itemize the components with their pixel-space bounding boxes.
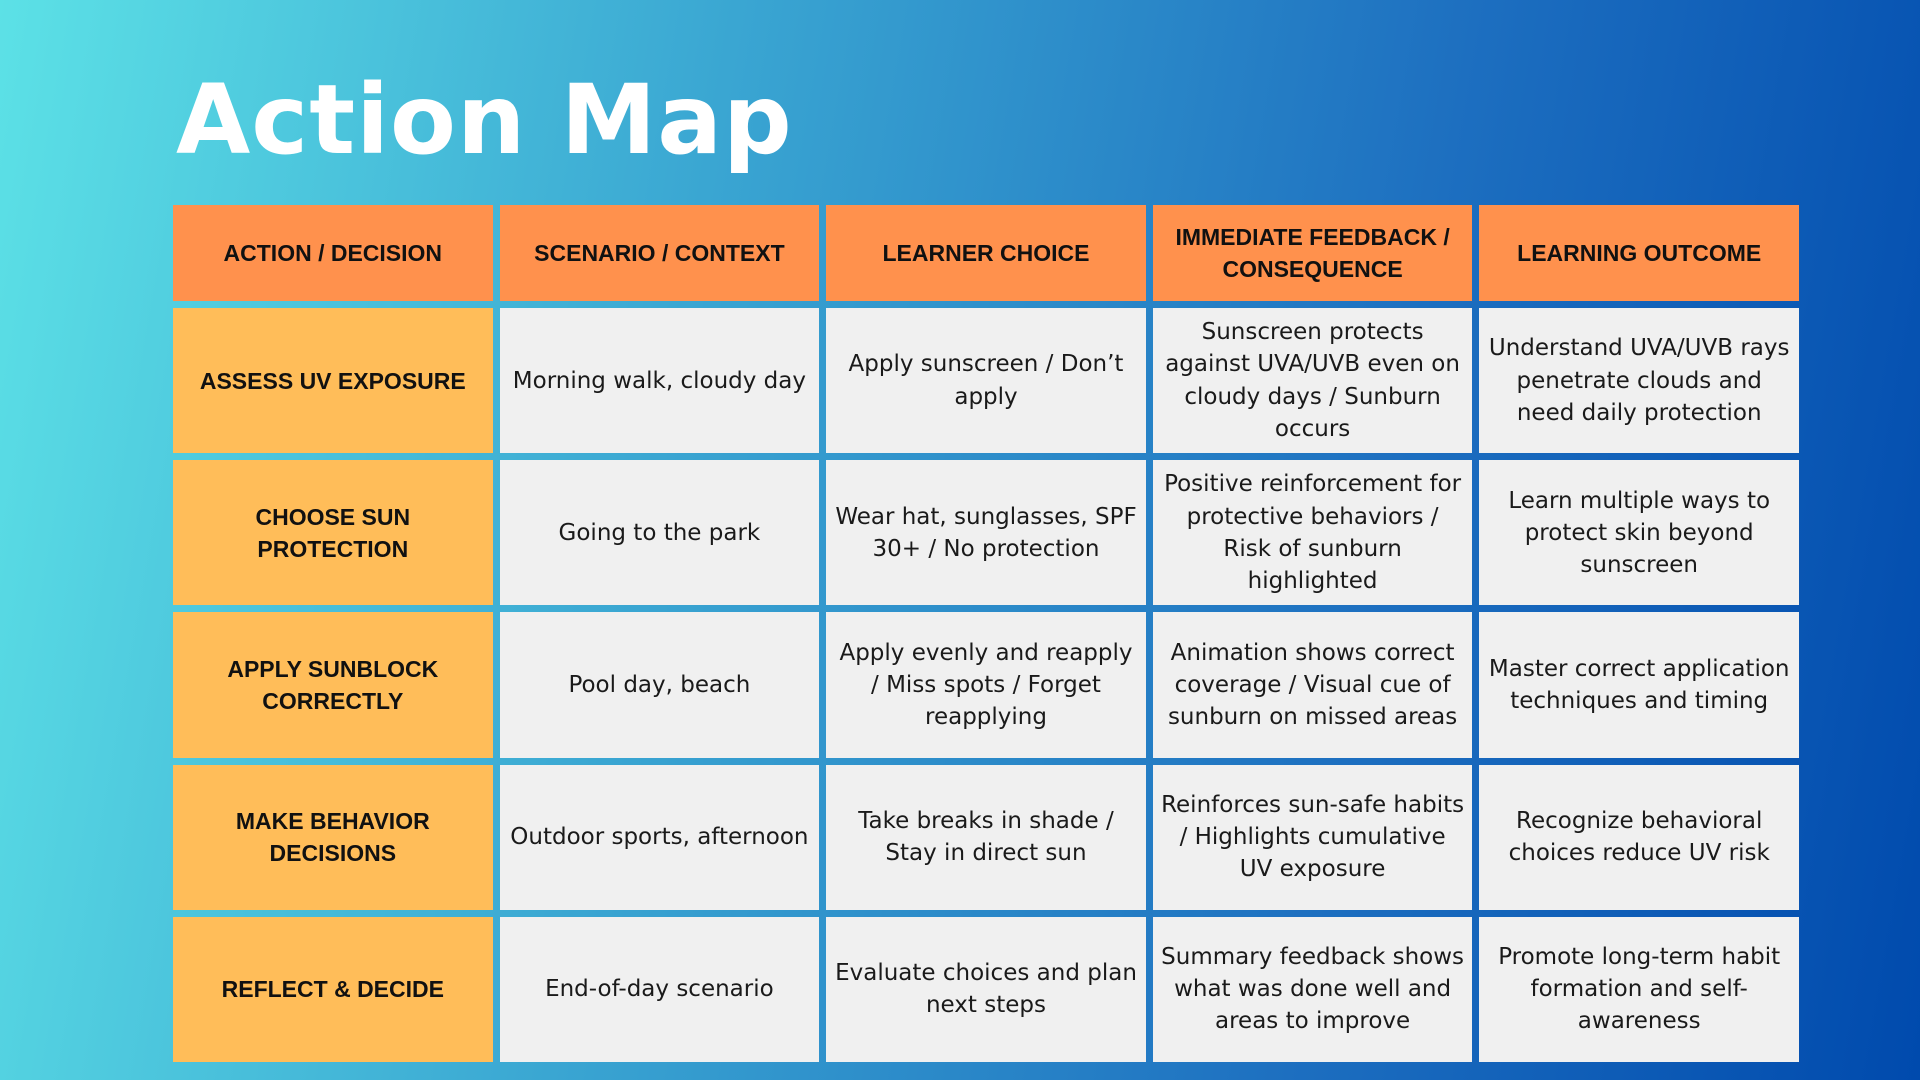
column-header-choice: LEARNER CHOICE (826, 205, 1146, 301)
row-scenario-cell: Pool day, beach (500, 612, 820, 757)
row-choice-cell: Take breaks in shade / Stay in direct sun (826, 765, 1146, 910)
column-header-feedback: IMMEDIATE FEEDBACK / CONSEQUENCE (1153, 205, 1473, 301)
row-outcome-cell: Understand UVA/UVB rays penetrate clouds and need daily protection (1479, 308, 1799, 453)
row-outcome-cell: Master correct application techniques and timing (1479, 612, 1799, 757)
row-action-cell: CHOOSE SUN PROTECTION (173, 460, 493, 605)
row-feedback-cell: Animation shows correct coverage / Visual cue of sunburn on missed areas (1153, 612, 1473, 757)
row-outcome-cell: Recognize behavioral choices reduce UV risk (1479, 765, 1799, 910)
row-scenario-cell: Outdoor sports, afternoon (500, 765, 820, 910)
row-outcome-cell: Learn multiple ways to protect skin beyond sunscreen (1479, 460, 1799, 605)
row-action-cell: MAKE BEHAVIOR DECISIONS (173, 765, 493, 910)
row-scenario-cell: End-of-day scenario (500, 917, 820, 1062)
row-feedback-cell: Reinforces sun-safe habits / Highlights cumulative UV exposure (1153, 765, 1473, 910)
row-choice-cell: Wear hat, sunglasses, SPF 30+ / No protection (826, 460, 1146, 605)
page-title: Action Map (176, 64, 793, 176)
row-choice-cell: Apply evenly and reapply / Miss spots / Forget reapplying (826, 612, 1146, 757)
row-choice-cell: Apply sunscreen / Don’t apply (826, 308, 1146, 453)
row-action-cell: ASSESS UV EXPOSURE (173, 308, 493, 453)
row-feedback-cell: Sunscreen protects against UVA/UVB even on cloudy days / Sunburn occurs (1153, 308, 1473, 453)
row-choice-cell: Evaluate choices and plan next steps (826, 917, 1146, 1062)
row-scenario-cell: Morning walk, cloudy day (500, 308, 820, 453)
column-header-scenario: SCENARIO / CONTEXT (500, 205, 820, 301)
row-outcome-cell: Promote long-term habit formation and self-awareness (1479, 917, 1799, 1062)
row-scenario-cell: Going to the park (500, 460, 820, 605)
row-action-cell: REFLECT & DECIDE (173, 917, 493, 1062)
row-feedback-cell: Positive reinforcement for protective behaviors / Risk of sunburn highlighted (1153, 460, 1473, 605)
row-feedback-cell: Summary feedback shows what was done well and areas to improve (1153, 917, 1473, 1062)
column-header-outcome: LEARNING OUTCOME (1479, 205, 1799, 301)
action-map-table (173, 205, 1799, 1062)
column-header-action: ACTION / DECISION (173, 205, 493, 301)
row-action-cell: APPLY SUNBLOCK CORRECTLY (173, 612, 493, 757)
